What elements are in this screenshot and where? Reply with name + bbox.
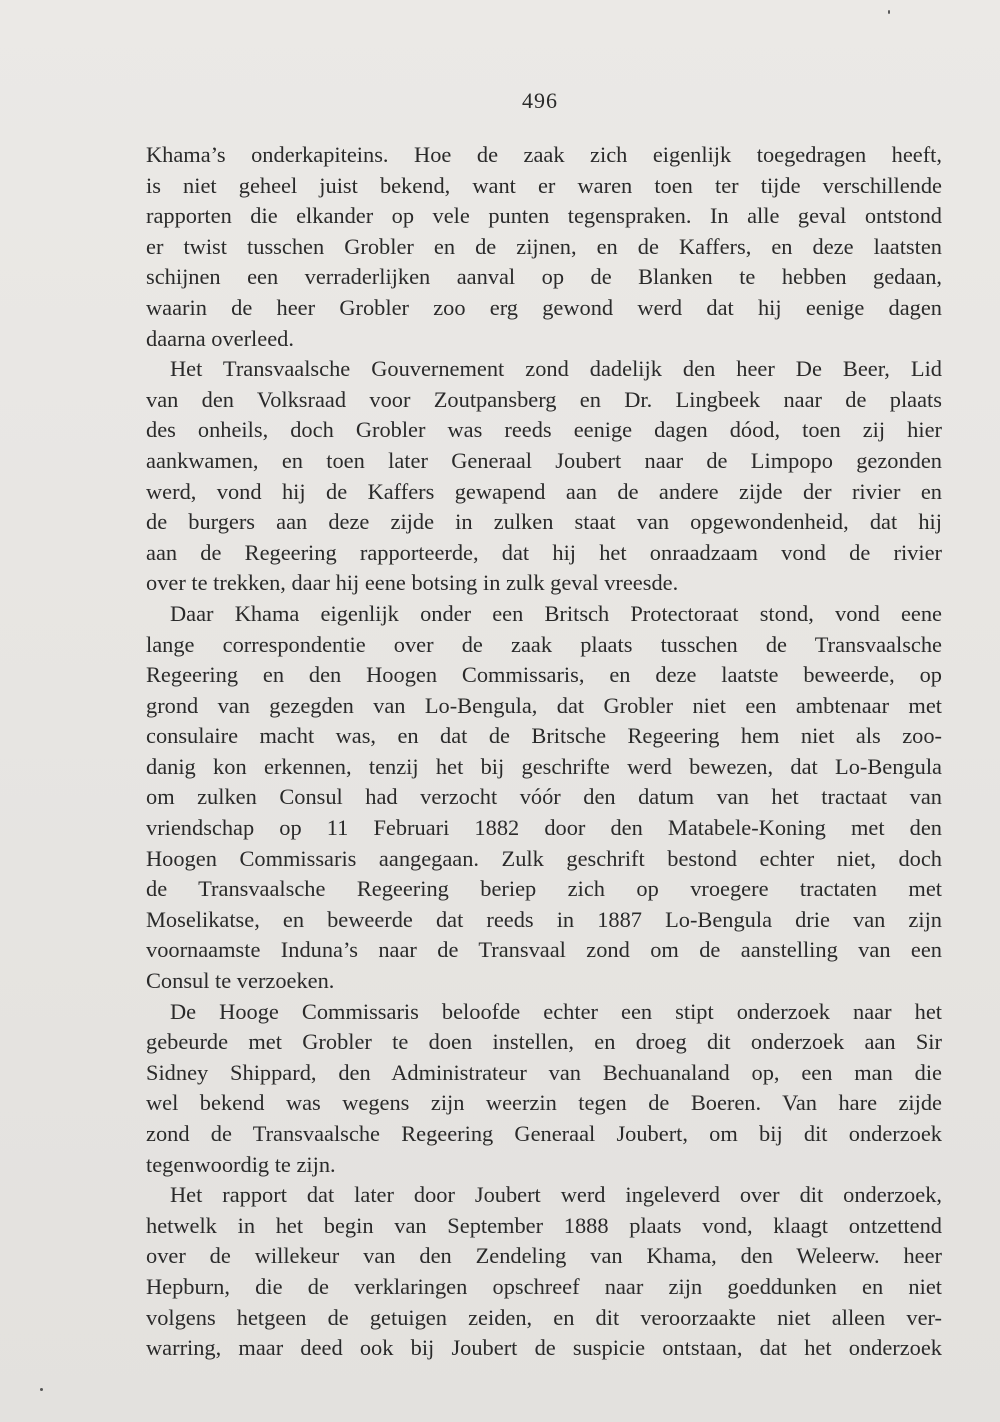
text-line: Het Transvaalsche Gouvernement zond dadelijk den heer De Beer, Lid xyxy=(170,356,942,382)
paragraph-3 xyxy=(146,599,942,997)
text-line: wel bekend was wegens zijn weerzin tegen de Boeren. Van hare zijde xyxy=(146,1090,942,1116)
text-line: om zulken Consul had verzocht vóór den datum van het tractaat van xyxy=(146,784,942,810)
paragraph-2 xyxy=(146,354,942,599)
text-line: vriendschap op 11 Februari 1882 door den Matabele-Koning met den xyxy=(146,815,942,841)
paragraph-1 xyxy=(146,140,942,354)
text-line: zond de Transvaalsche Regeering Generaal Joubert, om bij dit onderzoek xyxy=(146,1121,942,1146)
page-number: 496 xyxy=(522,88,558,113)
text-line: danig kon erkennen, tenzij het bij geschrifte werd bewezen, dat Lo-Bengula xyxy=(146,753,942,779)
text-line: over de willekeur van den Zendeling van Khama, den Weleerw. heer xyxy=(146,1243,942,1269)
text-line: consulaire macht was, en dat de Britsche Regeering hem niet als zoo- xyxy=(146,723,942,749)
text-line: daarna overleed. xyxy=(146,325,294,351)
text-line: waarin de heer Grobler zoo erg gewond werd dat hij eenige dagen xyxy=(146,294,942,320)
text-line: voornaamste Induna’s naar de Transvaal zond om de aanstelling van een xyxy=(146,937,942,963)
text-line: Hoogen Commissaris aangegaan. Zulk geschrift bestond echter niet, doch xyxy=(146,845,942,871)
text-line: warring, maar deed ook bij Joubert de suspicie ontstaan, dat het onderzoek xyxy=(146,1335,942,1361)
text-line: gebeurde met Grobler te doen instellen, en droeg dit onderzoek aan Sir xyxy=(146,1029,942,1055)
text-line: Hepburn, die de verklaringen opschreef naar zijn goeddunken en niet xyxy=(146,1273,942,1299)
text-line: is niet geheel juist bekend, want er waren toen ter tijde verschillende xyxy=(146,172,942,198)
text-line: rapporten die elkander op vele punten tegenspraken. In alle geval ontstond xyxy=(146,203,942,229)
text-line: volgens hetgeen de getuigen zeiden, en dit veroorzaakte niet alleen ver- xyxy=(146,1304,942,1330)
paper-speck xyxy=(888,10,890,14)
text-line: tegenwoordig te zijn. xyxy=(146,1151,336,1177)
text-line: De Hooge Commissaris beloofde echter een stipt onderzoek naar het xyxy=(170,998,942,1024)
text-line: Het rapport dat later door Joubert werd ingeleverd over dit onderzoek, xyxy=(170,1182,942,1208)
text-line: aan de Regeering rapporteerde, dat hij het onraadzaam vond de rivier xyxy=(146,539,942,565)
paragraph-5 xyxy=(146,1180,942,1364)
text-line: Regeering en den Hoogen Commissaris, en deze laatste beweerde, op xyxy=(146,662,942,688)
text-line: over te trekken, daar hij eene botsing in zulk geval vreesde. xyxy=(146,570,679,596)
text-line: Moselikatse, en beweerde dat reeds in 1887 Lo-Bengula drie van zijn xyxy=(146,906,942,932)
text-line: Consul te verzoeken. xyxy=(146,968,335,994)
text-line: Sidney Shippard, den Administrateur van Bechuanaland op, een man die xyxy=(146,1059,942,1085)
text-line: lange correspondentie over de zaak plaats tusschen de Transvaalsche xyxy=(146,631,942,657)
text-line: grond van gezegden van Lo-Bengula, dat Grobler niet een ambtenaar met xyxy=(146,692,942,718)
text-line: hetwelk in het begin van September 1888 plaats vond, klaagt ontzettend xyxy=(146,1212,942,1238)
text-line: werd, vond hij de Kaffers gewapend aan de andere zijde der rivier en xyxy=(146,478,942,504)
paper-speck xyxy=(40,1388,43,1391)
text-line: aankwamen, en toen later Generaal Joubert naar de Limpopo gezonden xyxy=(146,447,942,473)
paragraph-4 xyxy=(146,997,942,1181)
text-line: de Transvaalsche Regeering beriep zich op vroegere tractaten met xyxy=(146,876,942,902)
text-line: van den Volksraad voor Zoutpansberg en Dr. Lingbeek naar de plaats xyxy=(146,386,942,412)
text-body xyxy=(146,140,942,1364)
text-line: Khama’s onderkapiteins. Hoe de zaak zich eigenlijk toegedragen heeft, xyxy=(146,142,942,167)
text-line: de burgers aan deze zijde in zulken staat van opgewondenheid, dat hij xyxy=(146,509,942,535)
text-line: Daar Khama eigenlijk onder een Britsch Protectoraat stond, vond eene xyxy=(170,600,942,626)
text-line: des onheils, doch Grobler was reeds eenige dagen dóod, toen zij hier xyxy=(146,417,942,443)
text-line: schijnen een verraderlijken aanval op de Blanken te hebben gedaan, xyxy=(146,264,942,290)
text-line: er twist tusschen Grobler en de zijnen, en de Kaffers, en deze laatsten xyxy=(146,233,942,259)
